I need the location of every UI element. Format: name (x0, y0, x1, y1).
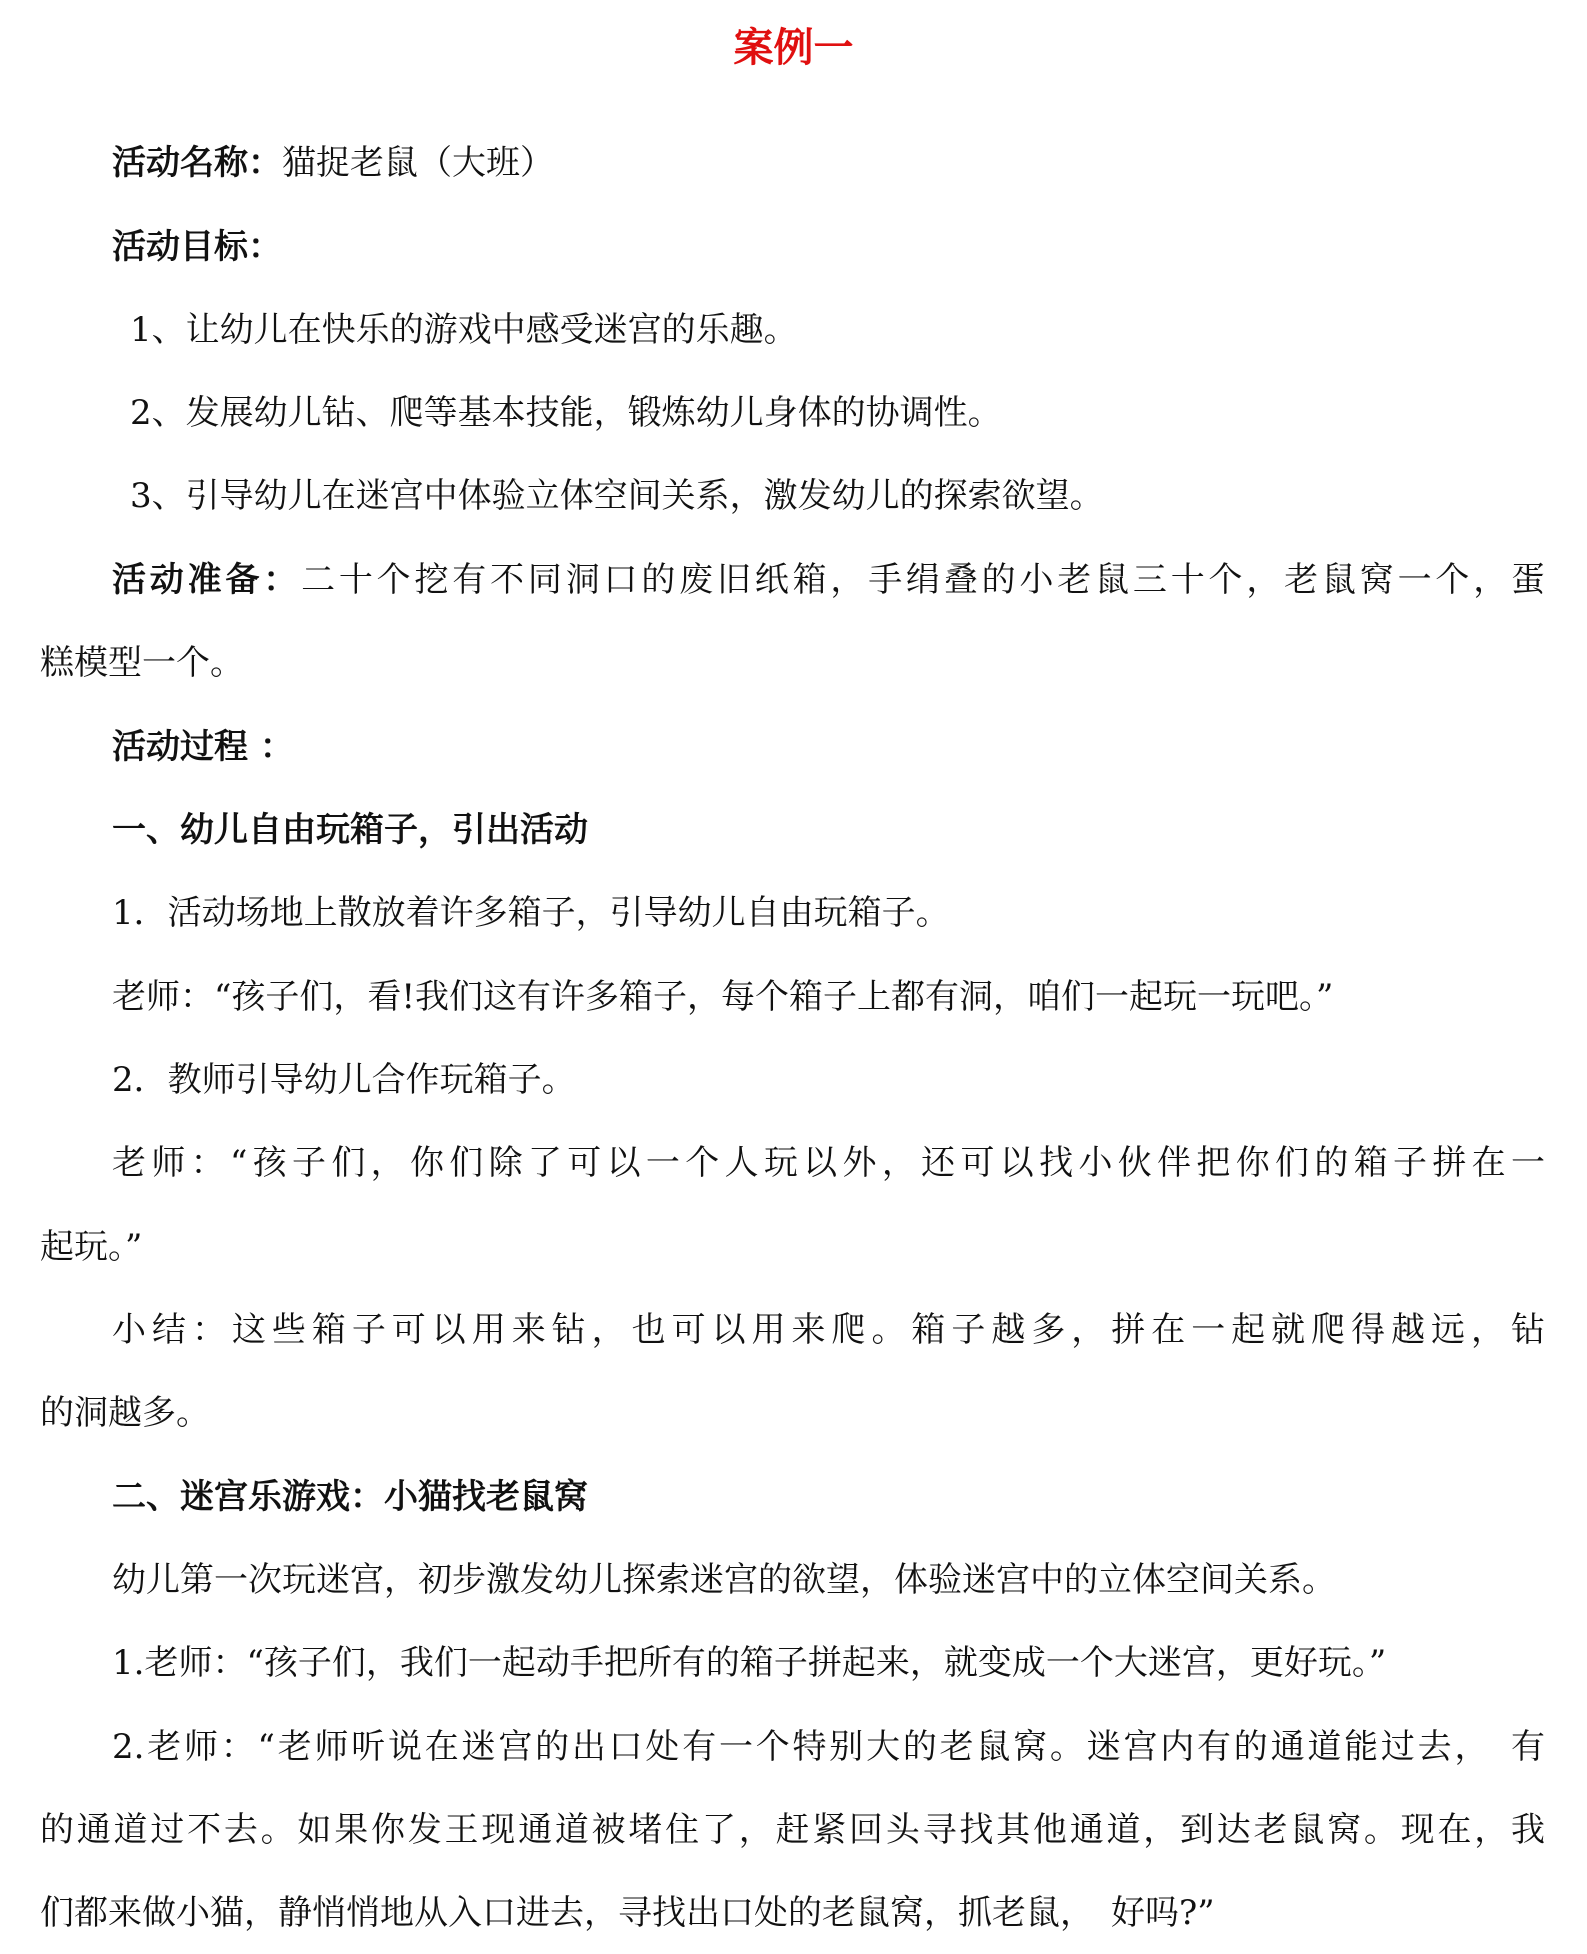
section1-para-2: 老师：“孩子们，看!我们这有许多箱子，每个箱子上都有洞，咱们一起玩一玩吧。” (112, 977, 1334, 1017)
goal-item-3: 3、引导幼儿在迷宫中体验立体空间关系，激发幼儿的探索欲望。 (130, 476, 1104, 516)
preparation-label: 活动准备： (112, 560, 302, 600)
section1-para-5-line-2: 的洞越多。 (40, 1393, 210, 1433)
section1-para-4-line-1: 老师：“孩子们，你们除了可以一个人玩以外，还可以找小伙伴把你们的箱子拼在一 (112, 1143, 1545, 1183)
activity-name-value: 猫捉老鼠（大班） (282, 143, 554, 183)
section1-para-5-line-1: 小结：这些箱子可以用来钻，也可以用来爬。箱子越多，拼在一起就爬得越远，钻 (112, 1310, 1545, 1350)
section1-para-1: 1．活动场地上散放着许多箱子，引导幼儿自由玩箱子。 (112, 893, 950, 933)
goal-item-1: 1、让幼儿在快乐的游戏中感受迷宫的乐趣。 (130, 310, 798, 350)
preparation-line-2: 糕模型一个。 (40, 643, 244, 683)
section1-heading: 一、幼儿自由玩箱子，引出活动 (112, 810, 588, 850)
preparation-line-1 (40, 555, 1545, 605)
preparation-text-1: 二十个挖有不同洞口的废旧纸箱，手绢叠的小老鼠三十个，老鼠窝一个，蛋 (301, 560, 1546, 600)
section2-para-3-line-2: 的通道过不去。如果你发王现通道被堵住了，赶紧回头寻找其他通道，到达老鼠窝。现在，我 (40, 1810, 1545, 1850)
section2-para-2: 1.老师：“孩子们，我们一起动手把所有的箱子拼起来，就变成一个大迷宫，更好玩。” (112, 1643, 1387, 1683)
process-label: 活动过程 ： (112, 727, 294, 767)
goal-item-2: 2、发展幼儿钻、爬等基本技能，锻炼幼儿身体的协调性。 (130, 393, 1002, 433)
document-title: 案例一 (733, 25, 854, 71)
section1-para-4-line-2: 起玩。” (40, 1227, 143, 1267)
section2-para-3-line-3: 们都来做小猫，静悄悄地从入口进去，寻找出口处的老鼠窝，抓老鼠， 好吗?” (40, 1893, 1215, 1933)
section2-heading: 二、迷宫乐游戏：小猫找老鼠窝 (112, 1477, 588, 1517)
section2-para-3-line-1: 2.老师：“老师听说在迷宫的出口处有一个特别大的老鼠窝。迷宫内有的通道能过去， 有 (112, 1727, 1545, 1767)
activity-name (112, 138, 554, 188)
goals-label: 活动目标： (112, 227, 282, 267)
activity-name-label: 活动名称： (112, 143, 282, 183)
section2-para-1: 幼儿第一次玩迷宫，初步激发幼儿探索迷宫的欲望，体验迷宫中的立体空间关系。 (112, 1560, 1336, 1600)
section1-para-3: 2．教师引导幼儿合作玩箱子。 (112, 1060, 576, 1100)
